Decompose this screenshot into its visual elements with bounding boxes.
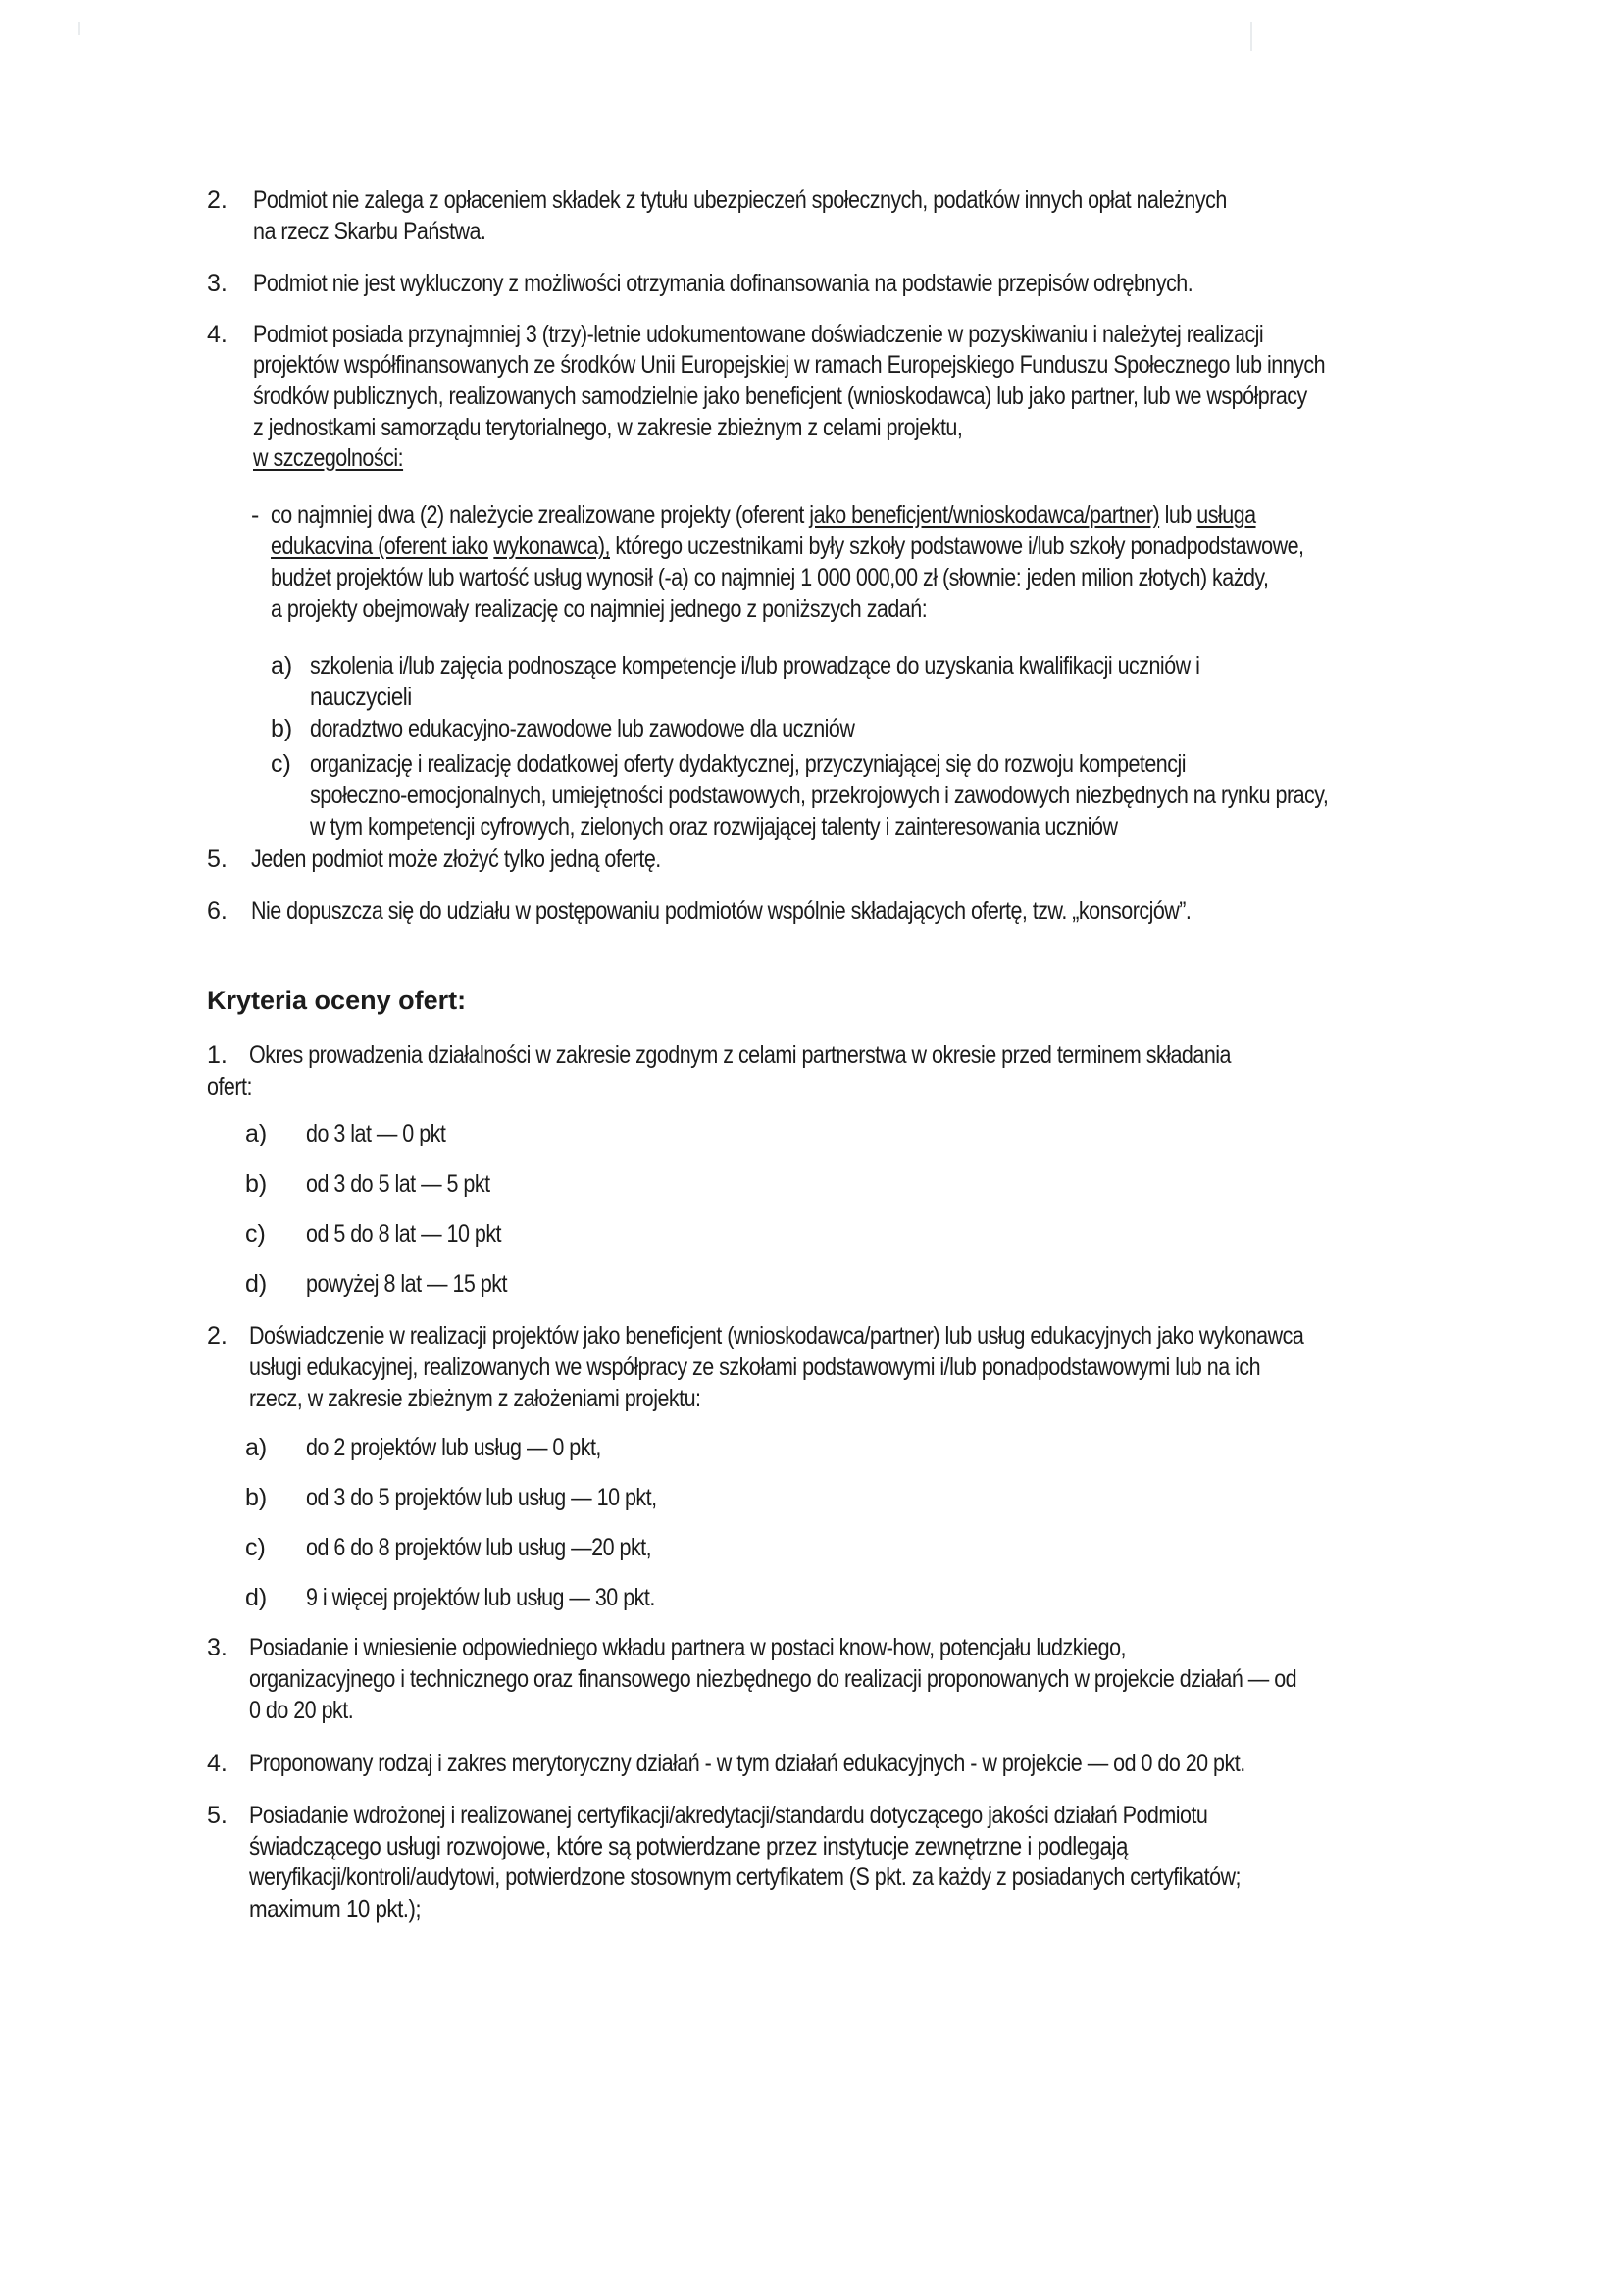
- section-heading: Kryteria oceny ofert:: [207, 986, 467, 1015]
- bullet-dash: -: [251, 501, 260, 529]
- bullet-line-1: [271, 499, 1256, 531]
- criterion-2-line-3: rzecz, w zakresie zbieżnym z założeniami projektu:: [249, 1385, 701, 1412]
- criterion-number: 5.: [207, 1802, 228, 1829]
- criterion-5-line-4: maximum 10 pkt.);: [249, 1894, 422, 1923]
- task-a-line-2: nauczycieli: [310, 682, 412, 711]
- criterion-number: 3.: [207, 1634, 228, 1661]
- task-c-line-3: w tym kompetencji cyfrowych, zielonych oraz rozwijającej talenty i zainteresowania uczniów: [310, 813, 1118, 840]
- bullet-line-4: a projekty obejmowały realizację co najmniej jednego z poniższych zadań:: [271, 595, 928, 623]
- criterion-3-line-1: Posiadanie i wniesienie odpowiedniego wkładu partnera w postaci know-how, potencjału ludzkiego,: [249, 1634, 1126, 1661]
- criterion-5-line-3: weryfikacji/kontroli/audytowi, potwierdzone stosownym certyfikatem (S pkt. za każdy z posiadanych certyfikatów;: [249, 1863, 1241, 1891]
- item-3-line-1: Podmiot nie jest wykluczony z możliwości otrzymania dofinansowania na podstawie przepisów odrębnych.: [253, 270, 1193, 297]
- criterion-1-option: od 3 do 5 lat — 5 pkt: [306, 1170, 490, 1197]
- option-letter: c): [245, 1220, 266, 1248]
- bullet-line-2: [271, 531, 1303, 562]
- criterion-2-option: od 6 do 8 projektów lub usług —20 pkt,: [306, 1534, 652, 1561]
- item-number: 5.: [207, 845, 228, 873]
- task-a-line-1: szkolenia i/lub zajęcia podnoszące kompetencje i/lub prowadzące do uzyskania kwalifikacji uczniów i: [310, 652, 1200, 680]
- criterion-4-line-1: Proponowany rodzaj i zakres merytoryczny działań - w tym działań edukacyjnych - w projekcie — od 0 do 20 pkt.: [249, 1750, 1245, 1777]
- scan-artifact: [1250, 22, 1252, 51]
- item-2-line-1: Podmiot nie zalega z opłaceniem składek z tytułu ubezpieczeń społecznych, podatków innych opłat należnych: [253, 186, 1227, 214]
- criterion-number: 2.: [207, 1322, 228, 1350]
- criterion-1-line-2: ofert:: [207, 1073, 252, 1100]
- criterion-2-line-2: usługi edukacyjnej, realizowanych we współpracy ze szkołami podstawowymi i/lub ponadpodstawowymi lub na ich: [249, 1353, 1261, 1381]
- option-letter: b): [245, 1484, 268, 1511]
- criterion-2-option: 9 i więcej projektów lub usług — 30 pkt.: [306, 1584, 655, 1611]
- criterion-5-line-2: świadczącego usługi rozwojowe, które są potwierdzane przez instytucje zewnętrzne i podlegają: [249, 1831, 1128, 1860]
- criterion-1-option: od 5 do 8 lat — 10 pkt: [306, 1220, 502, 1248]
- criterion-1-option: do 3 lat — 0 pkt: [306, 1120, 446, 1147]
- option-letter: d): [245, 1270, 268, 1298]
- criterion-2-line-1: Doświadczenie w realizacji projektów jako beneficjent (wnioskodawca/partner) lub usług edukacyjnych jako wykonawca: [249, 1322, 1304, 1350]
- criterion-3-line-2: organizacyjnego i technicznego oraz finansowego niezbędnego do realizacji proponowanych w projekcie działań — od: [249, 1665, 1297, 1693]
- criterion-3-line-3: 0 do 20 pkt.: [249, 1697, 354, 1724]
- criterion-1-line-1: Okres prowadzenia działalności w zakresie zgodnym z celami partnerstwa w okresie przed terminem składania: [249, 1042, 1231, 1069]
- task-letter: c): [271, 750, 291, 778]
- bullet-text: lub: [1164, 501, 1192, 529]
- task-letter: a): [271, 652, 293, 680]
- criterion-2-option: od 3 do 5 projektów lub usług — 10 pkt,: [306, 1484, 657, 1511]
- item-4-line-2: projektów współfinansowanych ze środków Unii Europejskiej w ramach Europejskiego Funduszu Społecznego lub innych: [253, 351, 1326, 379]
- underlined-text: edukacvina (oferent iako: [271, 533, 488, 560]
- item-number: 6.: [207, 897, 228, 925]
- bullet-text: co najmniej dwa (2) należycie zrealizowane projekty (oferent: [271, 501, 804, 529]
- underlined-text: usługa: [1196, 501, 1256, 529]
- criterion-1-option: powyżej 8 lat — 15 pkt: [306, 1270, 507, 1298]
- item-6-line-1: Nie dopuszcza się do udziału w postępowaniu podmiotów wspólnie składających ofertę, tzw. „konsorcjów”.: [251, 897, 1192, 925]
- bullet-line-3: budżet projektów lub wartość usług wynosił (-a) co najmniej 1 000 000,00 zł (słownie: jeden milion złotych) każdy,: [271, 564, 1269, 591]
- task-b-line-1: doradztwo edukacyjno-zawodowe lub zawodowe dla uczniów: [310, 715, 855, 742]
- option-letter: b): [245, 1170, 268, 1197]
- criterion-number: 1.: [207, 1042, 228, 1069]
- criterion-number: 4.: [207, 1750, 228, 1777]
- item-number: 2.: [207, 186, 228, 214]
- underlined-text: wykonawca),: [493, 533, 610, 560]
- item-2-line-2: na rzecz Skarbu Państwa.: [253, 218, 486, 245]
- option-letter: d): [245, 1584, 268, 1611]
- item-5-line-1: Jeden podmiot może złożyć tylko jedną ofertę.: [251, 845, 661, 873]
- item-number: 4.: [207, 321, 228, 348]
- item-4-line-1: Podmiot posiada przynajmniej 3 (trzy)-letnie udokumentowane doświadczenie w pozyskiwaniu i należytej realizacji: [253, 321, 1264, 348]
- task-c-line-2: społeczno-emocjonalnych, umiejętności podstawowych, przekrojowych i zawodowych niezbędnych na rynku pracy,: [310, 782, 1329, 809]
- item-4-line-4: z jednostkami samorządu terytorialnego, w zakresie zbieżnym z celami projektu,: [253, 414, 963, 441]
- underlined-label: w szczegolności:: [253, 444, 404, 472]
- task-c-line-1: organizację i realizację dodatkowej oferty dydaktycznej, przyczyniającej się do rozwoju kompetencji: [310, 750, 1186, 778]
- option-letter: a): [245, 1434, 268, 1461]
- criterion-5-line-1: Posiadanie wdrożonej i realizowanej certyfikacji/akredytacji/standardu dotyczącego jakości działań Podmiotu: [249, 1802, 1208, 1829]
- bullet-text: którego uczestnikami były szkoły podstawowe i/lub szkoły ponadpodstawowe,: [615, 533, 1304, 560]
- option-letter: c): [245, 1534, 266, 1561]
- scan-artifact: [78, 22, 80, 35]
- underlined-text: jako beneficjent/wnioskodawca/partner): [809, 501, 1160, 529]
- option-letter: a): [245, 1120, 268, 1147]
- task-letter: b): [271, 715, 293, 742]
- item-number: 3.: [207, 270, 228, 297]
- criterion-2-option: do 2 projektów lub usług — 0 pkt,: [306, 1434, 601, 1461]
- item-4-line-3: środków publicznych, realizowanych samodzielnie jako beneficjent (wnioskodawca) lub jako partner, lub we współpracy: [253, 382, 1307, 410]
